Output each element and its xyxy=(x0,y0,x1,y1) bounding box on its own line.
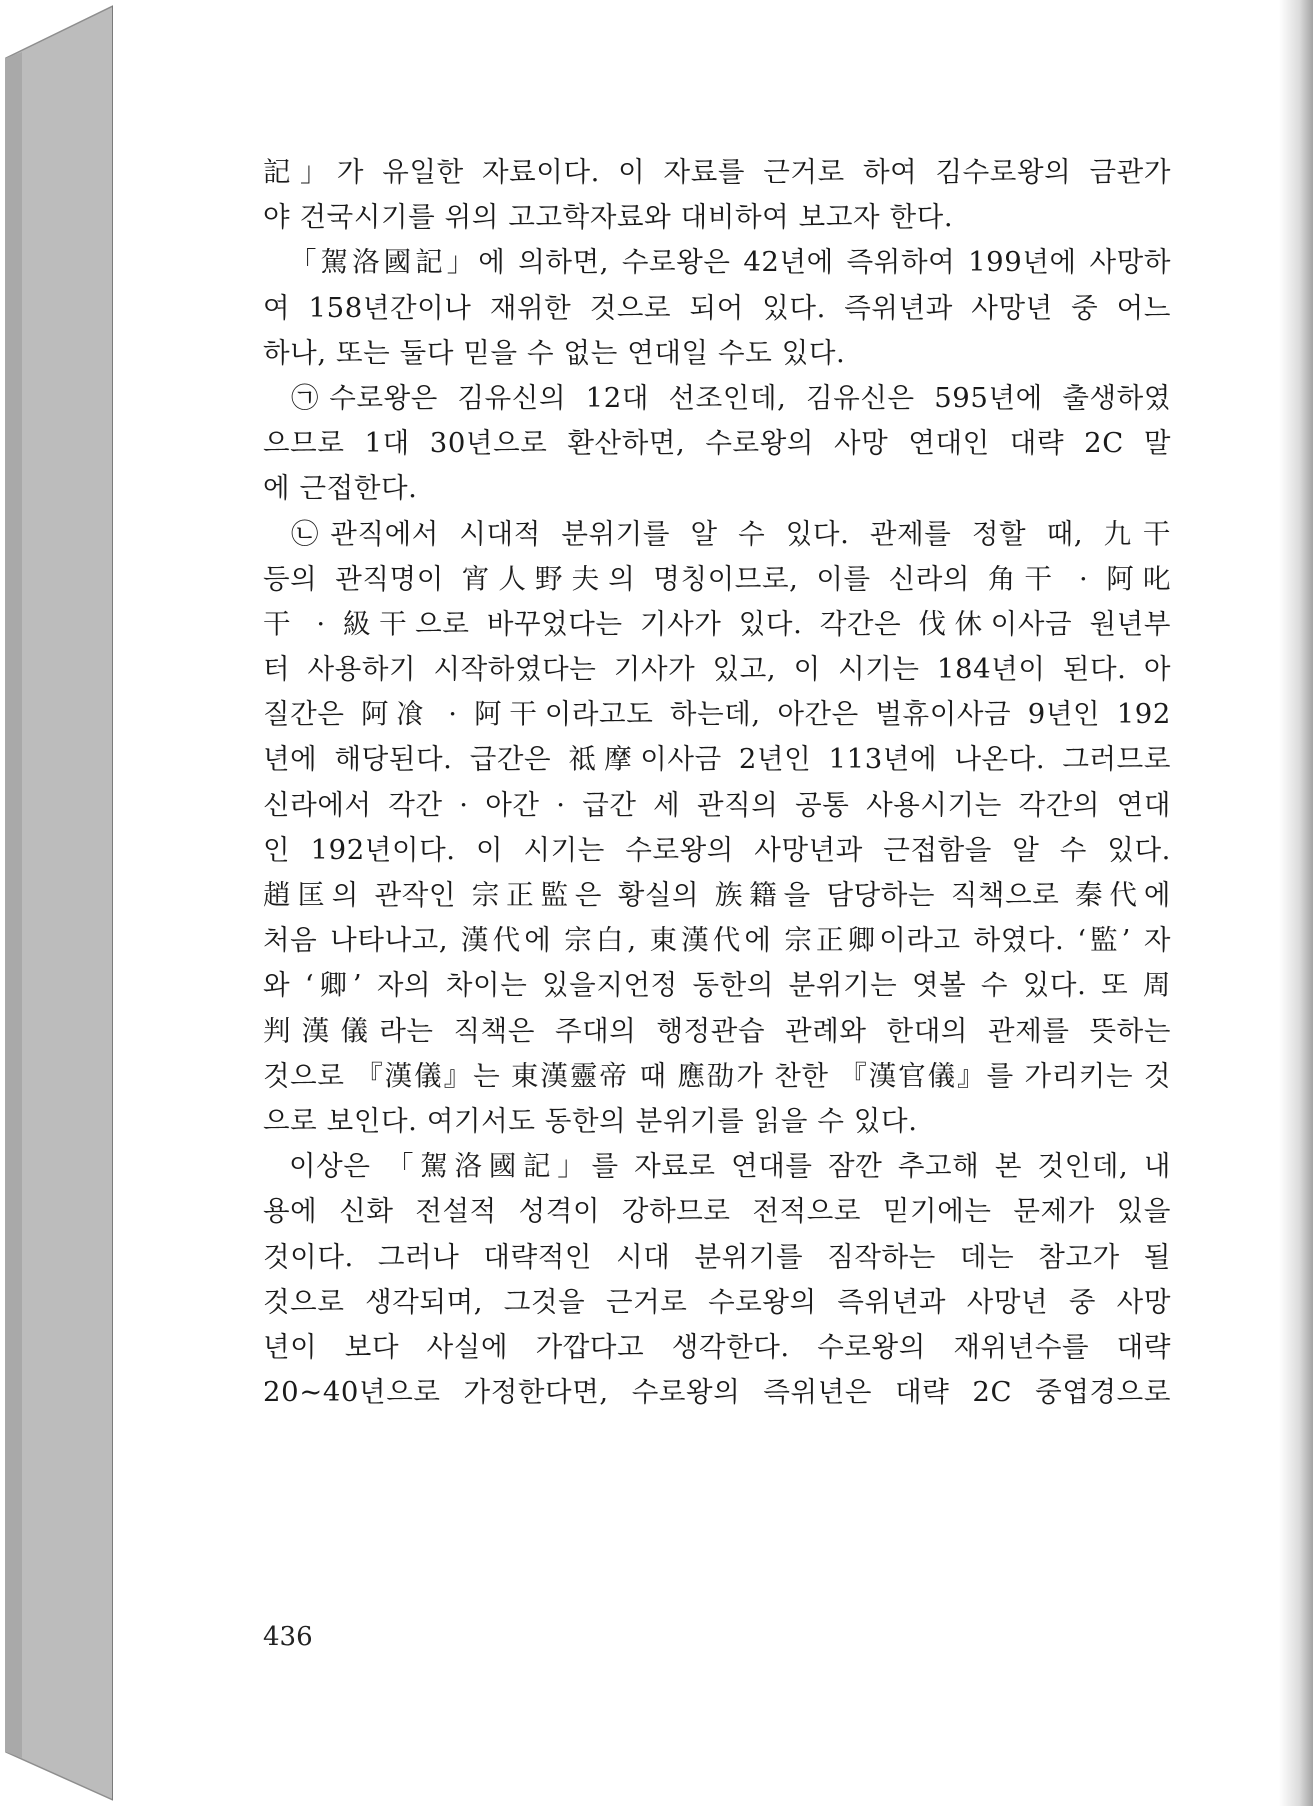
text-line: 것으로 생각되며, 그것을 근거로 수로왕의 즉위년과 사망년 중 사망 xyxy=(263,1285,1171,1318)
text-line: 야 건국시기를 위의 고고학자료와 대비하여 보고자 한다. xyxy=(263,201,954,234)
text-line: 질간은 阿飡 · 阿干이라고도 하는데, 아간은 벌휴이사금 9년인 192 xyxy=(263,698,1171,731)
spine-edge xyxy=(6,52,22,1758)
page-number: 436 xyxy=(263,1622,313,1652)
text-line: 신라에서 각간 · 아간 · 급간 세 관직의 공통 사용시기는 각간의 연대 xyxy=(263,788,1171,821)
text-line: 용에 신화 전설적 성격이 강하므로 전적으로 믿기에는 문제가 있을 xyxy=(263,1195,1171,1228)
text-line: 判漢儀라는 직책은 주대의 행정관습 관례와 한대의 관제를 뜻하는 xyxy=(263,1014,1171,1047)
text-line: 干 · 級干으로 바꾸었다는 기사가 있다. 각간은 伐休이사금 원년부 xyxy=(263,607,1171,640)
text-line: 「駕洛國記」에 의하면, 수로왕은 42년에 즉위하여 199년에 사망하 xyxy=(289,246,1171,279)
text-line: 여 158년간이나 재위한 것으로 되어 있다. 즉위년과 사망년 중 어느 xyxy=(263,291,1171,324)
spine-face xyxy=(6,6,113,1800)
text-line: 것이다. 그러나 대략적인 시대 분위기를 짐작하는 데는 참고가 될 xyxy=(263,1240,1171,1273)
page-edge-shadow xyxy=(1279,0,1313,1806)
text-line: ㉠수로왕은 김유신의 12대 선조인데, 김유신은 595년에 출생하였 xyxy=(291,381,1171,414)
text-line: 趙匡의 관작인 宗正監은 황실의 族籍을 담당하는 직책으로 秦代에 xyxy=(263,879,1171,911)
text-line: ㉡관직에서 시대적 분위기를 알 수 있다. 관제를 정할 때, 九干 xyxy=(291,517,1171,550)
text-line: 으로 보인다. 여기서도 동한의 분위기를 읽을 수 있다. xyxy=(263,1104,918,1137)
text-line: 것으로 『漢儀』는 東漢靈帝 때 應劭가 찬한 『漢官儀』를 가리키는 것 xyxy=(263,1059,1171,1092)
text-line: 이상은 「駕洛國記」를 자료로 연대를 잠깐 추고해 본 것인데, 내 xyxy=(289,1150,1171,1183)
text-line: 인 192년이다. 이 시기는 수로왕의 사망년과 근접함을 알 수 있다. xyxy=(263,833,1171,866)
text-line: 20~40년으로 가정한다면, 수로왕의 즉위년은 대략 2C 중엽경으로 xyxy=(263,1376,1171,1409)
text-line: 터 사용하기 시작하였다는 기사가 있고, 이 시기는 184년이 된다. 아 xyxy=(263,653,1171,686)
text-line: 에 근접한다. xyxy=(263,472,418,505)
text-line: 년이 보다 사실에 가깝다고 생각한다. 수로왕의 재위년수를 대략 xyxy=(263,1330,1171,1363)
body-text xyxy=(263,150,1171,1415)
text-line: 記」가 유일한 자료이다. 이 자료를 근거로 하여 김수로왕의 금관가 xyxy=(263,156,1171,188)
text-line: 년에 해당된다. 급간은 祗摩이사금 2년인 113년에 나온다. 그러므로 xyxy=(263,743,1171,776)
text-line: 와 ‘卿’ 자의 차이는 있을지언정 동한의 분위기는 엿볼 수 있다. 또 周 xyxy=(263,969,1171,1002)
text-line: 처음 나타나고, 漢代에 宗白, 東漢代에 宗正卿이라고 하였다. ‘監’ 자 xyxy=(263,924,1171,957)
text-line: 으므로 1대 30년으로 환산하면, 수로왕의 사망 연대인 대략 2C 말 xyxy=(263,427,1171,460)
text-line: 등의 관직명이 宵人野夫의 명칭이므로, 이를 신라의 角干 · 阿叱 xyxy=(263,562,1171,595)
text-line: 하나, 또는 둘다 믿을 수 없는 연대일 수도 있다. xyxy=(263,336,846,369)
